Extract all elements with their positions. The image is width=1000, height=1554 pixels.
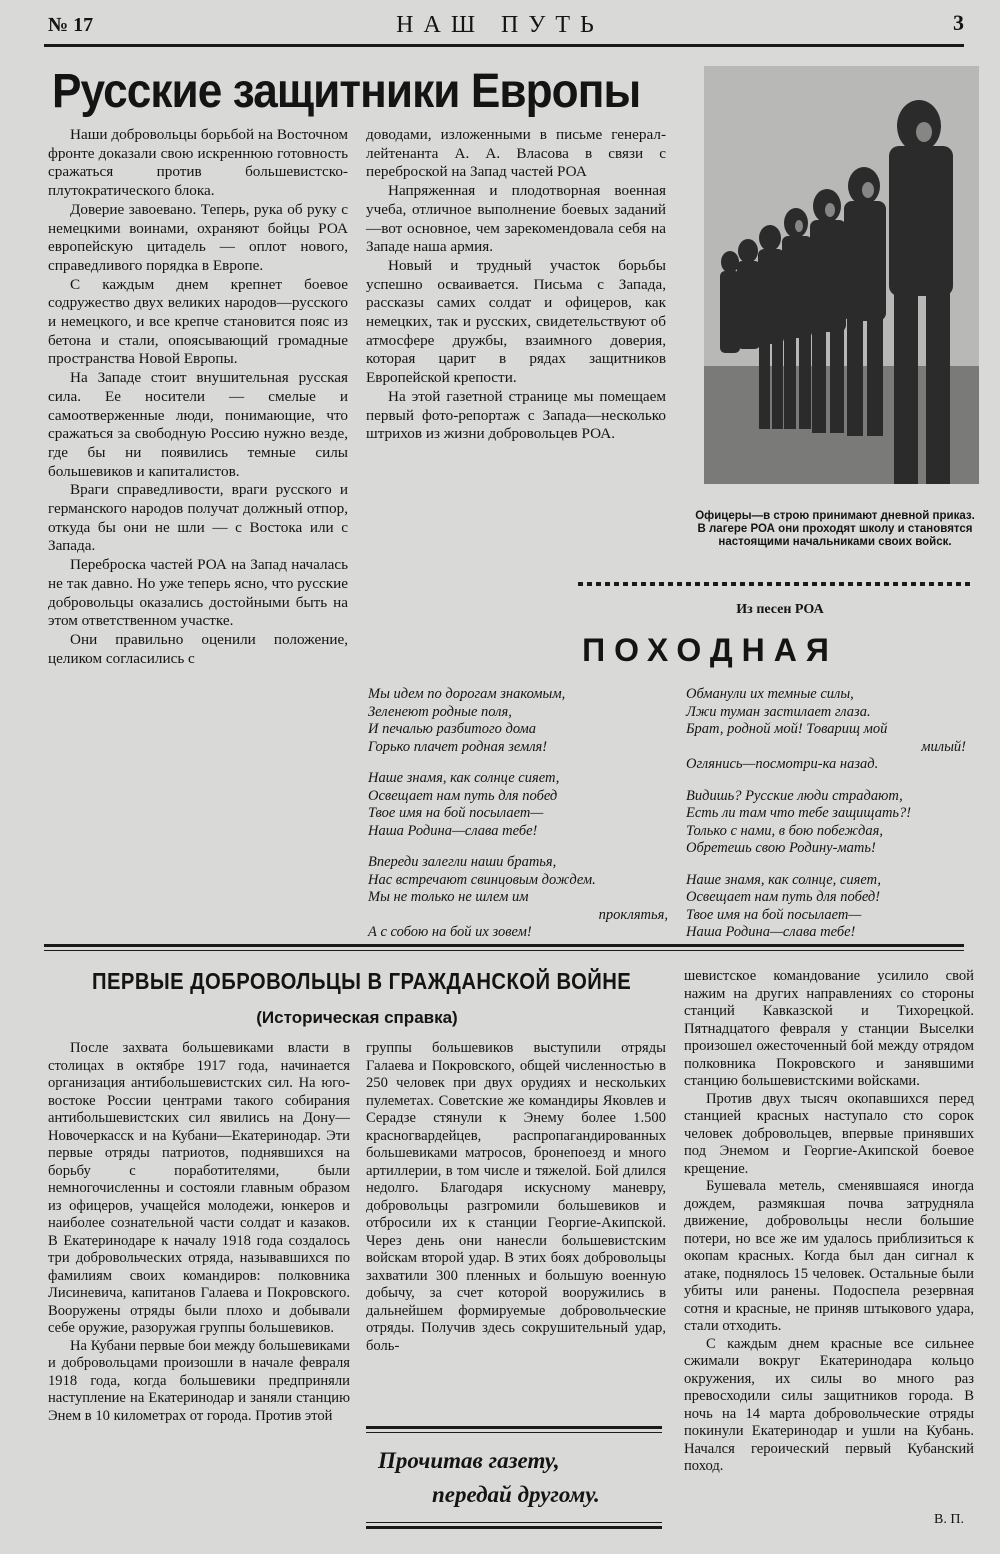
- verse-line: Освещает нам путь для побед!: [686, 889, 881, 905]
- verse-line: Видишь? Русские люди страдают,: [686, 787, 903, 804]
- paragraph: Они правильно оценили положение, целиком согласились с: [48, 630, 348, 667]
- verse-line: Наша Родина—слава тебе!: [368, 822, 538, 839]
- article1-headline: Русские защитники Европы: [52, 65, 641, 118]
- paragraph: С каждым днем крепнет боевое содружество двух великих народов—русского и немецкого, и все крепче становится пояс из бетона и стали, опоясывающий громадные пространства Новой Европы.: [48, 275, 348, 368]
- stanza: [368, 686, 668, 756]
- song-title: ПОХОДНАЯ: [582, 632, 838, 668]
- verse-line: проклятья,: [598, 906, 668, 923]
- paragraph: На этой газетной странице мы помещаем первый фото-репортаж с Запада—несколько штрихов из жизни добровольцев РОА.: [366, 387, 666, 443]
- paragraph: Напряженная и плодотворная военная учеба, отличное выполнение боевых заданий—вот основное, чем зарекомендовала себя на Западе наша армия.: [366, 182, 666, 256]
- paragraph: Враги справедливости, враги русского и германского народов получат должный отпор, откуда бы они не шли — с Востока или с Запада.: [48, 481, 348, 555]
- verse-line: Брат, родной мой! Товарищ мой: [686, 721, 888, 737]
- verse-line: Твое имя на бой посылает—: [368, 805, 544, 821]
- section-divider: [44, 944, 964, 947]
- soldiers-photo: [704, 66, 979, 484]
- stanza: [368, 770, 668, 840]
- verse-line: Есть ли там что тебе защищать?!: [686, 805, 912, 821]
- verse-line: Наше знамя, как солнце сияет,: [368, 770, 560, 786]
- verse-line: Обретешь свою Родину-мать!: [686, 840, 876, 856]
- stanza: [368, 854, 668, 942]
- article2-subtitle: (Историческая справка): [256, 1008, 458, 1027]
- paragraph: Новый и трудный участок борьбы успешно осваивается. Письма с Запада, рассказы самих солдат и офицеров, как немецких, так и русских, свидетельствуют об атмосфере дружбы, взаимного доверия, которая царит в рядах защитников Европейской крепости.: [366, 256, 666, 387]
- promo-line-2: передай другому.: [432, 1482, 600, 1507]
- promo-rule-top-thin: [366, 1432, 662, 1433]
- stanza: [686, 686, 966, 774]
- article2-headline: ПЕРВЫЕ ДОБРОВОЛЬЦЫ В ГРАЖДАНСКОЙ ВОЙНЕ: [92, 968, 632, 994]
- paragraph: Против двух тысяч окопавшихся перед станцией красных наступало сто сорок человек добровольцев, впервые принявших под Энемом и Георгие-Акипской боевое крещение.: [684, 1090, 974, 1177]
- promo-line-1: Прочитав газету,: [378, 1448, 560, 1473]
- verse-line: Лжи туман застилает глаза.: [686, 703, 871, 720]
- paragraph: Переброска частей РОА на Запад началась не так давно. Но уже теперь ясно, что русские добровольцы оказались достойными быть на этом ответственном участке.: [48, 556, 348, 630]
- verse-line: И печалью разбитого дома: [368, 721, 537, 737]
- newspaper-title: НАШ ПУТЬ: [396, 12, 604, 38]
- paragraph: С каждым днем красные все сильнее сжимали вокруг Екатеринодара кольцо окружения, их силы во много раз превосходили силы защитников города. В ночь на 14 марта добровольческие отряды покинули Екатеринодар и ушли на Кубань. Начался героический первый Кубанский поход.: [684, 1335, 974, 1474]
- verse-line: Обманули их темные силы,: [686, 686, 854, 702]
- article2-column-1: [48, 1040, 350, 1425]
- verse-line: Оглянись—посмотри-ка назад.: [686, 756, 879, 772]
- paragraph: После захвата большевиками власти в столицах в октябре 1917 года, начинается организация антибольшевистских сил. На юго-востоке России центрами такого собирания антибольшевистских сил явились на Дону—Новочеркасск и на Кубани—Екатеринодар. Эти первые отряды патриотов, поднявшихся на борьбу с поработителями, были немногочисленны и состояли главным образом из офицеров, учащейся молодежи, юнкеров и наиболее сознательной части солдат и казаков. В Екатеринодаре к началу 1918 года создалось три добровольческих отряда, называвшихся по фамилиям своих командиров: полковника Лисиневича, капитанов Галаева и Покровского. Вооружены отряды были плохо и добывали себе оружие, разоружая группы большевиков.: [48, 1040, 350, 1336]
- paragraph: Наши добровольцы борьбой на Восточном фронте доказали свою искреннюю готовность сражаться против большевистско-плутократического блока.: [48, 126, 348, 200]
- verse-line: Только с нами, в бою побеждая,: [686, 822, 883, 839]
- stanza: [686, 788, 966, 858]
- verse-line: милый!: [921, 738, 966, 755]
- article1-column-2: [366, 126, 666, 444]
- verse-line: Освещает нам путь для побед: [368, 787, 558, 804]
- masthead-rule: [44, 44, 964, 47]
- paragraph: Бушевала метель, сменявшаяся иногда дождем, размякшая почва затрудняла движение, добровольцы несли большие потери, но все же им удалось приблизиться к окопам красных. Когда был дан сигнал к атаке, поднялось 15 человек. Остальные были убиты или ранены. Подоспела резервная сотня и красные, не приняв штыкового удара, стали отходить.: [684, 1178, 974, 1334]
- song-kicker: Из песен РОА: [736, 602, 824, 617]
- verse-line: А с собою на бой их зовем!: [368, 924, 532, 940]
- verse-line: Наша Родина—слава тебе!: [686, 924, 856, 940]
- verse-line: Твое имя на бой посылает—: [686, 906, 862, 923]
- article2-column-3: [684, 968, 974, 1476]
- section-divider-thin: [44, 950, 964, 951]
- photo-caption: Офицеры—в строю принимают дневной приказ. В лагере РОА они проходят школу и становятся настоящими начальниками своих войск.: [695, 510, 975, 548]
- verse-line: Нас встречают свинцовым дождем.: [368, 871, 596, 888]
- verse-line: Горько плачет родная земля!: [368, 738, 548, 755]
- promo-rule-bottom-thin: [366, 1522, 662, 1523]
- song-verses-left: [368, 686, 668, 956]
- verse-line: Впереди залегли наши братья,: [368, 854, 557, 870]
- paragraph: доводами, изложенными в письме генерал-лейтенанта А. А. Власова в связи с переброской на Запад частей РОА: [366, 126, 666, 181]
- verse-line: Мы не только не шлем им: [368, 889, 529, 905]
- song-verses-right: [686, 686, 966, 956]
- page-number: 3: [953, 10, 964, 35]
- article2-column-2: [366, 1040, 666, 1355]
- paragraph: шевистское командование усилило свой нажим на других направлениях со стороны станций Кавказской и Тихорецкой. Пятнадцатого февраля у станции Выселки произошел ожесточенный бой между отрядом полковника Покровского и занявшими станцию большевистскими войсками.: [684, 968, 974, 1089]
- paragraph: На Кубани первые бои между большевиками и добровольцами произошли в начале февраля 1918 года, когда большевики предприняли наступление на Екатеринодар и заняли станцию Энем в 10 километрах от города. Против этой: [48, 1337, 350, 1424]
- soldiers-in-formation-image: [704, 66, 979, 484]
- verse-line: Зеленеют родные поля,: [368, 703, 512, 720]
- verse-line: Мы идем по дорогам знакомым,: [368, 686, 566, 702]
- promo-rule-bottom: [366, 1526, 662, 1529]
- article1-column-1: [48, 126, 348, 668]
- paragraph: группы большевиков выступили отряды Галаева и Покровского, общей численностью в 250 человек при двух орудиях и нескольких пулеметах. Советские же командиры Яковлев и Серадзе стянули к Энему более 1.500 красногвардейцев, распропагандированных большевиками матросов, бронепоезд и много артиллерии, в том числе и тяжелой. Бой длился недолго. Благодаря искусному маневру, добровольцы разгромили большевиков и отбросили их к станции Георгие-Акипской. Через день они нанесли большевистским войскам второй удар. В этих боях добровольцы захватили 300 пленных и большую военную добычу, за счет которой вооружились в дальнейшем формируемые добровольческие отряды. Получив здесь сокрушительный удар, боль-: [366, 1040, 666, 1354]
- stanza: [686, 872, 966, 942]
- paragraph: На Западе стоит внушительная русская сила. Ее носители — смелые и самоотверженные люди, понимающие, что сражаться за свободную Россию нужно везде, где бы ни появились темные силы большевиков и капиталистов.: [48, 369, 348, 480]
- promo-rule-top: [366, 1426, 662, 1429]
- author-signature: В. П.: [934, 1512, 964, 1527]
- issue-number: № 17: [48, 14, 94, 36]
- verse-line: Наше знамя, как солнце, сияет,: [686, 871, 882, 888]
- ornament-divider: [578, 582, 970, 586]
- paragraph: Доверие завоевано. Теперь, рука об руку с немецкими воинами, охраняют бойцы РОА европейскую цитадель — оплот нового, справедливого порядка в Европе.: [48, 200, 348, 274]
